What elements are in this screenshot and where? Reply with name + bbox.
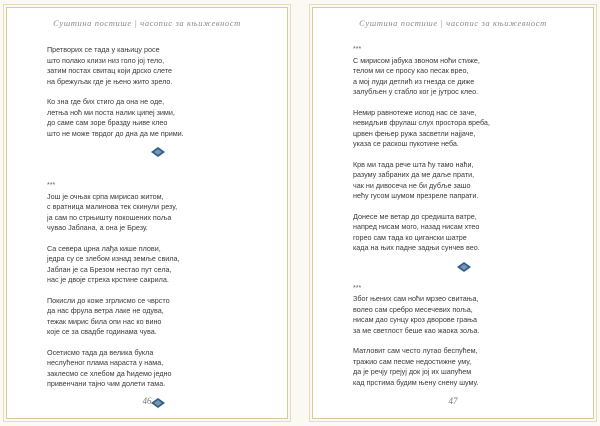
verse-line: да нас фрула ветра лаке не одува, xyxy=(47,306,164,315)
verse-line: Ко зна где бих стиго да она не оде, xyxy=(47,97,165,106)
verse-line: што полако клизи низ голо јој тело, xyxy=(47,55,165,65)
verse-line: тежак мирис била опи нас ко вино xyxy=(47,316,162,326)
verse-line: невидљив фрулаш слух простора вреба, xyxy=(353,118,490,127)
verse-line: указа се раскош пукотине неба. xyxy=(353,139,459,148)
left-page-number: 46 xyxy=(142,396,152,406)
verse-line: а мој луди детлић из гнезда се диже xyxy=(353,76,475,86)
verse-line: волео сам сребро месечевих поља, xyxy=(353,304,473,314)
stanza xyxy=(353,212,575,254)
right-page-header: Суштина постише | часопис за књижевност xyxy=(359,18,547,28)
verse-line: напред нисам мого, назад нисам хтео xyxy=(353,222,480,231)
verse-line: летња ноћ ми поста налик ципеј зими, xyxy=(47,107,175,117)
verse-line: нисам дао сунцу кроз дворове грања xyxy=(353,315,478,324)
verse-line: Немир равнотеже испод нас се заче, xyxy=(353,107,477,117)
verse-line: Донесе ме ветар до средишта ватре, xyxy=(353,211,477,221)
verse-line: телом ми се просу као песак вреo, xyxy=(353,66,469,75)
verse-line: црвен фењер ружа засветли најјаче, xyxy=(353,128,476,138)
stanza xyxy=(47,348,269,390)
verse-line: неслућеног плама нараста у нама, xyxy=(47,358,164,367)
verse-line: кад прстима будим њену снену шуму. xyxy=(353,377,479,387)
verse-line: С мирисом јабука звоном ноћи стиже, xyxy=(353,55,480,65)
stanza xyxy=(47,296,269,338)
verse-line: разуму забраних да ме даље прати, xyxy=(353,170,475,179)
right-page-body xyxy=(353,45,575,398)
verse-line: Са севера црна лађа кише плови, xyxy=(47,243,161,253)
verse-line: Претворих се тада у кањицу росе xyxy=(47,45,160,54)
verse-line: чувао Јаблана, а она је Брезу. xyxy=(47,223,148,232)
stanza xyxy=(47,45,269,87)
verse-line: заклесмо се хлебом да ћидемо једно xyxy=(47,368,172,378)
section-stars: *** xyxy=(353,284,362,292)
verse-line: које се за свадбе годинама чува. xyxy=(47,327,157,336)
left-page-header: Суштина постише | часопис за књижевност xyxy=(53,18,241,28)
section-stars: *** xyxy=(353,46,362,53)
verse-line: с вратница малинова тек скинули резу, xyxy=(47,202,178,211)
verse-line: Због њених сам ноћи мрзео свитања, xyxy=(353,294,479,303)
ornament-diamond-icon xyxy=(47,147,269,159)
verse-line: привенчани тајно чим долети тама. xyxy=(47,379,166,388)
verse-line: што не може тврдог до дна да ме прими. xyxy=(47,128,184,138)
verse-line: када на њих падне задњи сунчев вео. xyxy=(353,243,480,252)
verse-line: за ме светлост беше као жаока зоља. xyxy=(353,325,480,335)
verse-line: нас је двоје стреха крстине сакрила. xyxy=(47,275,169,284)
verse-line: Крв ми тада рече шта ћу тамо наћи, xyxy=(353,159,474,169)
verse-line: затим постах свитац који дрско слете xyxy=(47,66,173,75)
right-page-number: 47 xyxy=(448,396,458,406)
verse-line: Осетисмо тада да велика букла xyxy=(47,347,154,357)
right-page xyxy=(312,7,594,419)
verse-line: Јаблан је са Брезом нестао пут села, xyxy=(47,264,172,274)
stanza xyxy=(353,346,575,388)
stanza xyxy=(353,160,575,202)
stanza xyxy=(47,192,269,234)
verse-line: Још је очњак српа мирисао житом, xyxy=(47,191,164,201)
verse-line: горео сам тада ко цигански шатре xyxy=(353,232,467,242)
stanza xyxy=(353,294,575,336)
ornament-diamond-icon xyxy=(353,262,575,274)
verse-line: на брежуљак где је њено жито зрело. xyxy=(47,76,173,86)
verse-line: Матловит сам често лутао беспућем, xyxy=(353,346,478,355)
left-page-body xyxy=(47,45,269,418)
verse-line: тражио сам песме недостижне уму, xyxy=(353,356,472,366)
verse-line: нећу гусом шумом презреле папрати. xyxy=(353,191,479,200)
stanza xyxy=(353,56,575,98)
left-page xyxy=(6,7,288,419)
verse-line: једра су се злебом изнад земље свила, xyxy=(47,254,180,263)
verse-line: чак ни дивосеча не би дубље зашо xyxy=(353,180,471,190)
verse-line: до саме сам зоре бразду њиве клео xyxy=(47,118,168,127)
verse-line: Покисли до коже згрлисмо се чврсто xyxy=(47,295,170,305)
verse-line: ја сам по стрњишту покошених поља xyxy=(47,212,172,222)
verse-line: залубљен у стабло ког је јутрос клео. xyxy=(353,87,479,96)
verse-line: да је речју грејуј док јој их шапућем xyxy=(353,367,472,376)
stanza xyxy=(353,108,575,150)
stanza xyxy=(47,244,269,286)
section-stars: *** xyxy=(47,182,56,189)
stanza xyxy=(47,97,269,139)
